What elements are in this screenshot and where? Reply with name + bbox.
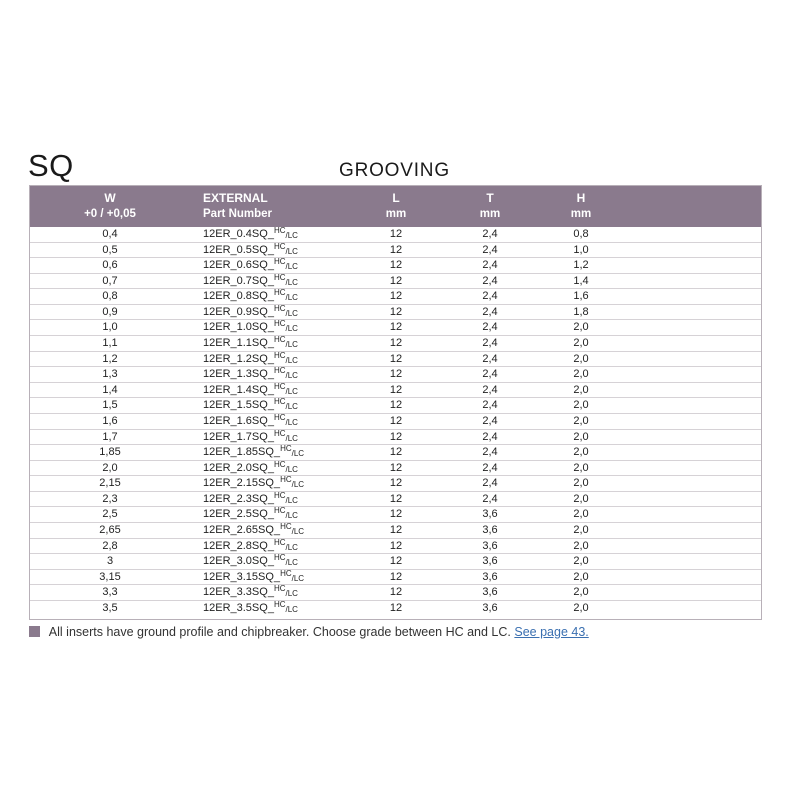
grade-lc: LC <box>287 417 298 427</box>
grade-separator: / <box>285 262 288 272</box>
cell-part-number <box>203 459 298 475</box>
cell-h: 2,0 <box>573 555 589 568</box>
grade-hc: HC <box>273 584 286 594</box>
grade-hc: HC <box>280 444 292 454</box>
sq-title: SQ <box>28 148 74 183</box>
cell-t: 2,4 <box>482 446 498 459</box>
cell-l: 12 <box>389 228 403 240</box>
cell-h: 2,0 <box>573 321 589 334</box>
cell-w: 0,4 <box>102 228 118 240</box>
table-row <box>30 585 761 601</box>
grade-separator: / <box>285 402 288 412</box>
table-row <box>30 414 761 430</box>
cell-h: 2,0 <box>573 399 589 412</box>
cell-l: 12 <box>389 383 403 396</box>
cell-w: 0,5 <box>102 243 118 256</box>
grade-lc: LC <box>287 402 298 412</box>
cell-w: 1,2 <box>102 352 118 365</box>
grade-separator: / <box>285 558 288 568</box>
grade-lc: LC <box>287 464 298 474</box>
cell-part-number <box>203 368 298 381</box>
part-number: 12ER_2.65SQ_ <box>203 523 281 536</box>
col-l-label: L <box>392 191 400 205</box>
cell-w: 3,5 <box>102 601 118 614</box>
cell-w: 3,3 <box>102 586 118 599</box>
grade-hc: HC <box>280 475 292 485</box>
cell-t: 2,4 <box>482 259 498 272</box>
part-number: 12ER_1.6SQ_ <box>203 414 274 427</box>
cell-t: 3,6 <box>482 586 498 599</box>
cell-l: 12 <box>389 555 403 568</box>
part-number: 12ER_3.15SQ_ <box>203 570 281 583</box>
grade-lc: LC <box>287 371 298 381</box>
part-number: 12ER_2.0SQ_ <box>203 461 274 474</box>
cell-part-number <box>203 337 298 350</box>
cell-w: 2,65 <box>99 523 121 536</box>
col-h-sub: mm <box>570 208 592 220</box>
grade-separator: / <box>285 371 288 381</box>
cell-w: 2,8 <box>102 539 118 552</box>
grade-lc: LC <box>287 308 298 318</box>
cell-part-number <box>203 446 304 459</box>
cell-h: 1,8 <box>573 305 589 318</box>
col-w-label: W <box>104 191 116 205</box>
cell-h: 1,4 <box>573 274 589 287</box>
table-row <box>30 383 761 399</box>
see-page-link[interactable]: See page 43. <box>514 625 589 639</box>
cell-w: 1,1 <box>102 337 118 350</box>
col-t-label: T <box>486 191 494 205</box>
cell-h: 2,0 <box>573 477 589 490</box>
grade-separator: / <box>285 542 288 552</box>
table-row <box>30 430 761 446</box>
grade-hc: HC <box>273 459 286 469</box>
cell-part-number <box>203 428 298 444</box>
grade-lc: LC <box>293 526 305 536</box>
part-number: 12ER_2.5SQ_ <box>203 508 274 521</box>
cell-l: 12 <box>389 492 403 505</box>
note-marker-icon <box>29 626 40 637</box>
grade-lc: LC <box>287 542 298 552</box>
grade-separator: / <box>291 526 294 536</box>
table-body <box>30 227 761 616</box>
cell-part-number <box>203 272 298 288</box>
cell-l: 12 <box>389 539 403 552</box>
col-header-t <box>460 190 520 222</box>
cell-part-number <box>203 508 298 521</box>
cell-t: 2,4 <box>482 477 498 490</box>
table-row <box>30 461 761 477</box>
grade-hc: HC <box>273 350 286 360</box>
grade-lc: LC <box>287 558 298 568</box>
cell-part-number <box>203 241 298 257</box>
cell-part-number <box>203 350 298 366</box>
part-number: 12ER_0.8SQ_ <box>203 290 274 303</box>
cell-w: 3,15 <box>99 570 121 583</box>
grade-separator: / <box>285 324 288 334</box>
cell-t: 2,4 <box>482 305 498 318</box>
part-number: 12ER_1.0SQ_ <box>203 321 274 334</box>
part-number: 12ER_1.1SQ_ <box>203 337 274 350</box>
cell-t: 2,4 <box>482 492 498 505</box>
cell-part-number <box>203 477 304 490</box>
cell-t: 2,4 <box>482 430 498 443</box>
cell-part-number <box>203 303 298 319</box>
cell-t: 2,4 <box>482 321 498 334</box>
cell-part-number <box>203 568 305 584</box>
cell-h: 2,0 <box>573 508 589 521</box>
cell-t: 2,4 <box>482 290 498 303</box>
cell-part-number <box>203 290 298 303</box>
table-row <box>30 320 761 336</box>
table-row <box>30 227 761 243</box>
cell-l: 12 <box>389 461 403 474</box>
part-number: 12ER_2.3SQ_ <box>203 492 274 505</box>
cell-h: 2,0 <box>573 586 589 599</box>
grade-separator: / <box>291 573 294 583</box>
cell-h: 2,0 <box>573 492 589 505</box>
grade-lc: LC <box>287 231 298 240</box>
col-header-w <box>70 190 150 222</box>
table-row <box>30 570 761 586</box>
grade-lc: LC <box>287 262 298 272</box>
grade-hc: HC <box>273 272 286 282</box>
col-part-sub: Part Number <box>203 208 273 220</box>
grade-lc: LC <box>293 480 305 490</box>
grade-hc: HC <box>280 521 292 531</box>
grade-hc: HC <box>280 568 292 578</box>
cell-w: 0,6 <box>102 259 118 272</box>
part-number: 12ER_0.6SQ_ <box>203 259 274 272</box>
cell-part-number <box>203 259 298 272</box>
cell-w: 2,0 <box>102 461 118 474</box>
cell-h: 2,0 <box>573 368 589 381</box>
col-l-sub: mm <box>385 208 407 220</box>
grade-lc: LC <box>287 589 298 599</box>
cell-l: 12 <box>389 586 403 599</box>
grade-hc: HC <box>273 537 286 547</box>
section-title: GROOVING <box>339 160 450 181</box>
grade-hc: HC <box>273 319 286 329</box>
cell-w: 2,3 <box>102 492 118 505</box>
cell-t: 2,4 <box>482 274 498 287</box>
cell-part-number <box>203 555 298 568</box>
grade-separator: / <box>285 417 288 427</box>
part-number: 12ER_3.0SQ_ <box>203 555 274 568</box>
part-number: 12ER_1.85SQ_ <box>203 446 281 459</box>
cell-t: 3,6 <box>482 508 498 521</box>
cell-l: 12 <box>389 477 403 490</box>
grade-lc: LC <box>287 511 298 521</box>
table-row <box>30 398 761 414</box>
cell-h: 1,0 <box>573 243 589 256</box>
cell-t: 2,4 <box>482 243 498 256</box>
cell-h: 2,0 <box>573 570 589 583</box>
cell-part-number <box>203 521 305 537</box>
grade-hc: HC <box>273 397 286 407</box>
cell-l: 12 <box>389 414 403 427</box>
grade-hc: HC <box>273 288 286 298</box>
grade-lc: LC <box>287 293 298 303</box>
part-number: 12ER_1.7SQ_ <box>203 430 274 443</box>
grade-separator: / <box>285 604 288 614</box>
col-header-l <box>366 190 426 222</box>
grade-hc: HC <box>273 428 286 438</box>
cell-l: 12 <box>389 368 403 381</box>
cell-t: 2,4 <box>482 461 498 474</box>
grade-lc: LC <box>287 495 298 505</box>
grade-separator: / <box>291 449 294 459</box>
table-row <box>30 523 761 539</box>
part-number: 12ER_3.3SQ_ <box>203 586 274 599</box>
cell-h: 2,0 <box>573 539 589 552</box>
cell-h: 2,0 <box>573 601 589 614</box>
cell-h: 1,6 <box>573 290 589 303</box>
cell-t: 2,4 <box>482 414 498 427</box>
cell-l: 12 <box>389 446 403 459</box>
grade-lc: LC <box>287 324 298 334</box>
grade-separator: / <box>285 495 288 505</box>
cell-part-number <box>203 399 298 412</box>
col-h-label: H <box>576 191 586 205</box>
cell-part-number <box>203 412 298 428</box>
cell-t: 2,4 <box>482 337 498 350</box>
grade-hc: HC <box>273 412 286 422</box>
grade-hc: HC <box>273 335 286 345</box>
table-row <box>30 507 761 523</box>
grade-separator: / <box>285 511 288 521</box>
cell-h: 1,2 <box>573 259 589 272</box>
cell-w: 1,3 <box>102 368 118 381</box>
grade-hc: HC <box>273 257 286 267</box>
grade-separator: / <box>285 433 288 443</box>
cell-w: 1,6 <box>102 414 118 427</box>
part-number: 12ER_1.3SQ_ <box>203 368 274 381</box>
grade-separator: / <box>285 340 288 350</box>
cell-w: 1,0 <box>102 321 118 334</box>
cell-l: 12 <box>389 523 403 536</box>
grade-hc: HC <box>273 366 286 376</box>
table-row <box>30 367 761 383</box>
cell-w: 2,5 <box>102 508 118 521</box>
col-header-h <box>551 190 611 222</box>
cell-t: 2,4 <box>482 383 498 396</box>
grade-separator: / <box>285 246 288 256</box>
part-number: 12ER_1.4SQ_ <box>203 383 274 396</box>
table-row <box>30 445 761 461</box>
cell-part-number <box>203 381 298 397</box>
cell-t: 3,6 <box>482 539 498 552</box>
part-number: 12ER_0.4SQ_ <box>203 228 274 240</box>
cell-w: 1,7 <box>102 430 118 443</box>
cell-l: 12 <box>389 337 403 350</box>
cell-t: 2,4 <box>482 352 498 365</box>
cell-w: 1,5 <box>102 399 118 412</box>
cell-l: 12 <box>389 274 403 287</box>
col-w-sub: +0 / +0,05 <box>84 208 136 220</box>
cell-t: 2,4 <box>482 228 498 240</box>
part-number: 12ER_1.5SQ_ <box>203 399 274 412</box>
footnote <box>29 625 589 639</box>
grade-separator: / <box>285 308 288 318</box>
cell-h: 2,0 <box>573 414 589 427</box>
grade-hc: HC <box>273 303 286 313</box>
grade-separator: / <box>285 355 288 365</box>
grade-separator: / <box>291 480 294 490</box>
grade-lc: LC <box>287 386 298 396</box>
table-row <box>30 554 761 570</box>
grooving-table <box>29 185 762 620</box>
cell-part-number <box>203 537 298 553</box>
cell-h: 2,0 <box>573 430 589 443</box>
col-header-part <box>203 190 343 222</box>
cell-l: 12 <box>389 352 403 365</box>
grade-lc: LC <box>287 246 298 256</box>
cell-w: 0,8 <box>102 290 118 303</box>
grade-lc: LC <box>293 449 305 459</box>
cell-l: 12 <box>389 290 403 303</box>
cell-l: 12 <box>389 243 403 256</box>
part-number: 12ER_3.5SQ_ <box>203 601 274 614</box>
cell-l: 12 <box>389 259 403 272</box>
table-row <box>30 305 761 321</box>
cell-t: 3,6 <box>482 601 498 614</box>
table-row <box>30 352 761 368</box>
cell-l: 12 <box>389 570 403 583</box>
col-part-label: EXTERNAL <box>203 191 268 205</box>
grade-separator: / <box>285 386 288 396</box>
part-number: 12ER_0.7SQ_ <box>203 274 274 287</box>
grade-lc: LC <box>287 604 298 614</box>
cell-w: 0,9 <box>102 305 118 318</box>
part-number: 12ER_0.9SQ_ <box>203 305 274 318</box>
grade-separator: / <box>285 231 288 240</box>
cell-h: 2,0 <box>573 461 589 474</box>
part-number: 12ER_1.2SQ_ <box>203 352 274 365</box>
cell-part-number <box>203 490 298 506</box>
table-row <box>30 258 761 274</box>
table-header <box>30 186 761 227</box>
part-number: 12ER_2.15SQ_ <box>203 477 281 490</box>
cell-part-number <box>203 228 298 241</box>
cell-t: 2,4 <box>482 368 498 381</box>
table-row <box>30 336 761 352</box>
cell-t: 3,6 <box>482 555 498 568</box>
grade-hc: HC <box>273 226 286 235</box>
grade-lc: LC <box>287 340 298 350</box>
cell-l: 12 <box>389 399 403 412</box>
grade-hc: HC <box>273 506 286 516</box>
grade-separator: / <box>285 277 288 287</box>
cell-h: 2,0 <box>573 446 589 459</box>
cell-w: 1,4 <box>102 383 118 396</box>
grade-lc: LC <box>287 433 298 443</box>
cell-w: 3 <box>106 555 114 568</box>
cell-h: 2,0 <box>573 352 589 365</box>
grade-hc: HC <box>273 241 286 251</box>
cell-t: 2,4 <box>482 399 498 412</box>
footnote-text: All inserts have ground profile and chipbreaker. Choose grade between HC and LC. <box>48 625 511 639</box>
table-row <box>30 243 761 259</box>
cell-l: 12 <box>389 508 403 521</box>
part-number: 12ER_2.8SQ_ <box>203 539 274 552</box>
grade-separator: / <box>285 589 288 599</box>
cell-t: 3,6 <box>482 570 498 583</box>
part-number: 12ER_0.5SQ_ <box>203 243 274 256</box>
cell-l: 12 <box>389 321 403 334</box>
cell-part-number <box>203 321 298 334</box>
cell-w: 1,85 <box>99 446 121 459</box>
grade-lc: LC <box>287 355 298 365</box>
table-row <box>30 492 761 508</box>
table-row <box>30 601 761 617</box>
table-row <box>30 274 761 290</box>
table-row <box>30 539 761 555</box>
grade-hc: HC <box>273 553 286 563</box>
table-row <box>30 289 761 305</box>
cell-w: 0,7 <box>102 274 118 287</box>
grade-hc: HC <box>273 381 286 391</box>
grade-lc: LC <box>293 573 305 583</box>
cell-t: 3,6 <box>482 523 498 536</box>
grade-separator: / <box>285 464 288 474</box>
cell-h: 2,0 <box>573 523 589 536</box>
table-row <box>30 476 761 492</box>
cell-part-number <box>203 599 298 615</box>
cell-l: 12 <box>389 430 403 443</box>
grade-hc: HC <box>273 599 286 609</box>
cell-h: 2,0 <box>573 337 589 350</box>
cell-w: 2,15 <box>99 477 121 490</box>
cell-part-number <box>203 586 298 599</box>
col-t-sub: mm <box>479 208 501 220</box>
grade-hc: HC <box>273 490 286 500</box>
grade-separator: / <box>285 293 288 303</box>
cell-l: 12 <box>389 305 403 318</box>
grade-lc: LC <box>287 277 298 287</box>
cell-h: 2,0 <box>573 383 589 396</box>
cell-l: 12 <box>389 601 403 614</box>
cell-h: 0,8 <box>573 228 589 240</box>
